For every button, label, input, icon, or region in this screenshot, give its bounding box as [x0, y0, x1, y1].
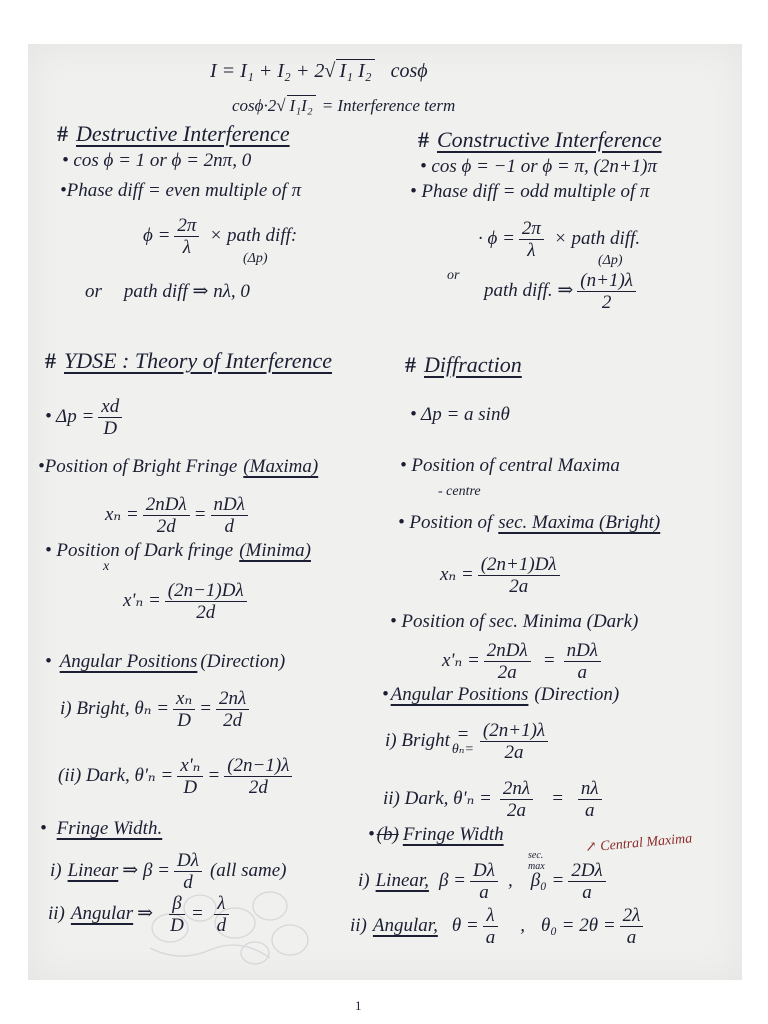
- denominator: a: [485, 927, 496, 948]
- title-text: Fringe Width.: [56, 818, 163, 839]
- interference-term-root: I₁I₂: [287, 95, 316, 115]
- title-tag: (Minima): [239, 540, 311, 561]
- diffraction-secmin-formula: [442, 640, 605, 683]
- numerator: nDλ: [211, 494, 248, 516]
- formula-lhs: xₙ =: [440, 563, 474, 585]
- diffraction-fringe-width-title: [368, 824, 504, 846]
- ydse-dark-formula: [123, 580, 251, 623]
- ydse-angular-title: [45, 651, 285, 673]
- diffraction-angular-dark: [383, 778, 606, 821]
- intensity-equation-cos: cosϕ: [390, 60, 428, 82]
- denominator: a: [626, 927, 637, 948]
- heading-text: Diffraction: [424, 352, 522, 377]
- fraction: [224, 755, 292, 798]
- heading-text: YDSE : Theory of Interference: [64, 348, 333, 373]
- sec-max-annotation: sec. max: [528, 850, 545, 872]
- denominator: d: [216, 915, 227, 936]
- page-number: 1: [355, 998, 362, 1013]
- fraction: [174, 850, 202, 893]
- diffraction-angular-width: [350, 905, 647, 948]
- title-tag: (Maxima): [243, 456, 319, 477]
- formula-lhs: θ =: [451, 914, 479, 936]
- fraction: [480, 720, 548, 763]
- path-diff-lhs: path diff. ⇒: [484, 279, 574, 301]
- numerator: nDλ: [564, 640, 601, 662]
- ydse-heading: [45, 348, 332, 374]
- equals-sign: =: [190, 902, 204, 924]
- ydse-fringe-width-title: [40, 818, 162, 840]
- or-label: or: [85, 281, 102, 302]
- numerator: (2n−1)λ: [224, 755, 292, 777]
- item-index: ii): [350, 914, 367, 936]
- path-diff-text: path diff ⇒ nλ, 0: [123, 281, 250, 302]
- fraction: [519, 218, 544, 261]
- denominator: 2: [601, 292, 612, 313]
- numerator: λ: [483, 905, 497, 927]
- numerator: Dλ: [174, 850, 202, 872]
- title-text: • Position of: [398, 512, 493, 533]
- denominator: λ: [527, 240, 536, 261]
- formula-lhs: x'ₙ =: [442, 649, 480, 671]
- intensity-equation-lhs: I = I₁ + I₂ + 2√: [210, 60, 336, 82]
- heading-hash: #: [57, 121, 68, 146]
- heading-hash: #: [405, 352, 416, 377]
- item-index: ii): [48, 902, 65, 924]
- fraction: [165, 580, 247, 623]
- title-text: Angular Positions: [390, 684, 529, 705]
- formula-rhs: × path diff:: [209, 224, 298, 246]
- title-tag: (Direction): [200, 651, 286, 672]
- item-note: (all same): [209, 859, 287, 881]
- diffraction-path-diff: • Δp = a sinθ: [410, 404, 510, 425]
- ydse-dark-title: [45, 540, 311, 562]
- item-index: i): [50, 859, 62, 881]
- fraction: [143, 494, 190, 537]
- separator: ,: [507, 869, 513, 891]
- fraction: [177, 755, 203, 798]
- numerator: 2nλ: [216, 688, 249, 710]
- formula-lhs-2: β₀ =: [530, 869, 565, 891]
- denominator: 2a: [497, 662, 517, 683]
- denominator: a: [479, 882, 489, 903]
- fraction: [216, 688, 249, 731]
- ydse-dark-mark: x: [103, 559, 110, 574]
- numerator: 2nλ: [500, 778, 533, 800]
- numerator: Dλ: [470, 860, 498, 882]
- fraction: [173, 688, 195, 731]
- constructive-or-label: or: [447, 268, 460, 283]
- title-text: Fringe Width: [402, 824, 504, 845]
- formula-lhs: x'ₙ =: [123, 589, 161, 611]
- fraction: [174, 215, 199, 258]
- numerator: (n+1)λ: [577, 270, 636, 292]
- formula-lhs: • Δp =: [45, 405, 95, 427]
- formula-lhs: xₙ =: [105, 503, 139, 525]
- numerator: λ: [214, 893, 228, 915]
- diffraction-angular-bright: [385, 720, 552, 763]
- formula-rhs: × path diff.: [553, 227, 641, 249]
- numerator: (2n+1)λ: [480, 720, 548, 742]
- ydse-angular-bright: [60, 688, 253, 731]
- item-label: Angular: [70, 902, 134, 924]
- equals-sign: =: [542, 649, 556, 671]
- destructive-condition: • cos ϕ = 1 or ϕ = 2nπ, 0: [62, 150, 252, 171]
- denominator: D: [103, 418, 118, 439]
- numerator: xₙ: [173, 688, 195, 710]
- formula-lhs: i) Bright, θₙ =: [60, 697, 170, 719]
- intensity-equation: [210, 60, 428, 82]
- denominator: 2d: [248, 777, 268, 798]
- title-text: Angular Positions: [59, 651, 198, 672]
- formula-lhs-2: θ₀ = 2θ =: [540, 914, 616, 936]
- bullet: •: [382, 684, 389, 705]
- title-tag: sec. Maxima (Bright): [498, 512, 661, 533]
- equals-sign: =: [551, 787, 564, 809]
- numerator: (2n+1)Dλ: [478, 554, 560, 576]
- diffraction-centre-note: - centre: [438, 484, 481, 499]
- denominator: 2a: [506, 800, 526, 821]
- fraction: [167, 893, 187, 936]
- bullet: •: [368, 824, 375, 845]
- denominator: a: [585, 800, 595, 821]
- arrow: ⇒: [137, 902, 154, 924]
- formula-lhs: β =: [438, 869, 466, 891]
- denominator: 2d: [156, 516, 176, 537]
- constructive-condition: • cos ϕ = −1 or ϕ = π, (2n+1)π: [420, 156, 658, 177]
- fraction: [568, 860, 605, 903]
- destructive-phi-note: (Δp): [243, 251, 268, 266]
- denominator: 2d: [223, 710, 243, 731]
- ydse-bright-formula: [105, 494, 252, 537]
- formula-lhs: ii) Dark, θ'ₙ =: [383, 787, 492, 809]
- denominator: d: [224, 516, 234, 537]
- fraction: [578, 778, 602, 821]
- constructive-path-diff: [484, 270, 640, 313]
- diffraction-angular-title: [382, 684, 619, 706]
- heading-hash: #: [45, 348, 56, 373]
- denominator: D: [170, 915, 184, 936]
- formula-lhs: · ϕ =: [478, 227, 515, 249]
- numerator: nλ: [578, 778, 602, 800]
- equals-sign: =: [456, 723, 470, 745]
- struck-label: (b): [376, 824, 399, 845]
- denominator: a: [582, 882, 592, 903]
- fraction: [484, 640, 531, 683]
- item-label: Linear: [67, 859, 119, 881]
- title-text: • Position of Dark fringe: [45, 540, 234, 561]
- interference-term-lhs: cosϕ·2√: [232, 96, 286, 115]
- fraction: [214, 893, 230, 936]
- denominator: λ: [182, 237, 192, 258]
- heading-text: Constructive Interference: [437, 127, 662, 152]
- constructive-phase: • Phase diff = odd multiple of π: [410, 181, 650, 202]
- diffraction-heading: [405, 352, 522, 378]
- interference-term-rhs: = Interference term: [321, 96, 456, 115]
- equals-sign: =: [193, 503, 207, 525]
- constructive-phi-note: (Δp): [598, 253, 623, 268]
- numerator: 2π: [174, 215, 199, 237]
- destructive-heading: [57, 121, 290, 147]
- numerator: (2n−1)Dλ: [165, 580, 247, 602]
- numerator: 2nDλ: [484, 640, 531, 662]
- diffraction-linear-width: [358, 860, 610, 903]
- fraction: [98, 396, 122, 439]
- title-text: •Position of Bright Fringe: [38, 456, 238, 477]
- ydse-path-diff: [45, 396, 126, 439]
- intensity-equation-root: I₁ I₂: [336, 59, 374, 82]
- diffraction-secmin-title: • Position of sec. Minima (Dark): [390, 611, 639, 632]
- equals-sign: =: [207, 764, 221, 786]
- diffraction-central-maxima: • Position of central Maxima: [400, 455, 620, 476]
- heading-text: Destructive Interference: [76, 121, 290, 146]
- theta-note: θₙ=: [451, 741, 474, 757]
- denominator: 2a: [504, 742, 524, 763]
- numerator: xd: [98, 396, 122, 418]
- denominator: 2a: [509, 576, 529, 597]
- item-index: i): [358, 869, 370, 891]
- title-tag: (Direction): [534, 684, 620, 705]
- equals-sign: =: [199, 697, 212, 719]
- denominator: D: [183, 777, 198, 798]
- fraction: [620, 905, 644, 948]
- fraction: [500, 778, 533, 821]
- numerator: 2λ: [620, 905, 644, 927]
- separator: ,: [520, 914, 525, 936]
- diffraction-secmax-formula: [440, 554, 564, 597]
- fraction: [470, 860, 498, 903]
- diffraction-secmax-title: [398, 512, 660, 534]
- formula-lhs: ⇒ β =: [122, 859, 171, 881]
- heading-hash: #: [418, 127, 429, 152]
- item-label: Angular,: [372, 914, 438, 936]
- denominator: D: [177, 710, 191, 731]
- central-maxima-annotation: ↗ Central Maxima: [584, 831, 693, 856]
- fraction: [483, 905, 499, 948]
- formula-lhs: (ii) Dark, θ'ₙ =: [58, 764, 174, 786]
- numerator: 2π: [519, 218, 544, 240]
- fraction: [564, 640, 601, 683]
- fraction: [478, 554, 560, 597]
- numerator: 2nDλ: [143, 494, 190, 516]
- destructive-path-diff: [85, 281, 250, 303]
- denominator: 2d: [196, 602, 216, 623]
- fraction: [577, 270, 636, 313]
- constructive-heading: [418, 127, 662, 153]
- denominator: a: [577, 662, 588, 683]
- theta-stack: [451, 723, 474, 757]
- item-label: i) Bright: [385, 729, 450, 751]
- item-label: Linear,: [375, 869, 429, 891]
- ydse-angular-dark: [58, 755, 296, 798]
- numerator: x'ₙ: [177, 755, 203, 777]
- destructive-phase: •Phase diff = even multiple of π: [60, 180, 302, 201]
- denominator: d: [183, 872, 193, 893]
- formula-lhs: ϕ =: [143, 224, 171, 246]
- interference-term-equation: [232, 95, 455, 117]
- destructive-phi-formula: [143, 215, 297, 258]
- ydse-bright-title: [38, 456, 318, 478]
- numerator: 2Dλ: [568, 860, 605, 882]
- bullet: •: [40, 818, 47, 839]
- ydse-linear-width: [50, 850, 286, 893]
- bullet: •: [45, 651, 52, 672]
- numerator: β: [169, 893, 184, 915]
- fraction: [211, 494, 248, 537]
- ydse-angular-width: [48, 893, 233, 936]
